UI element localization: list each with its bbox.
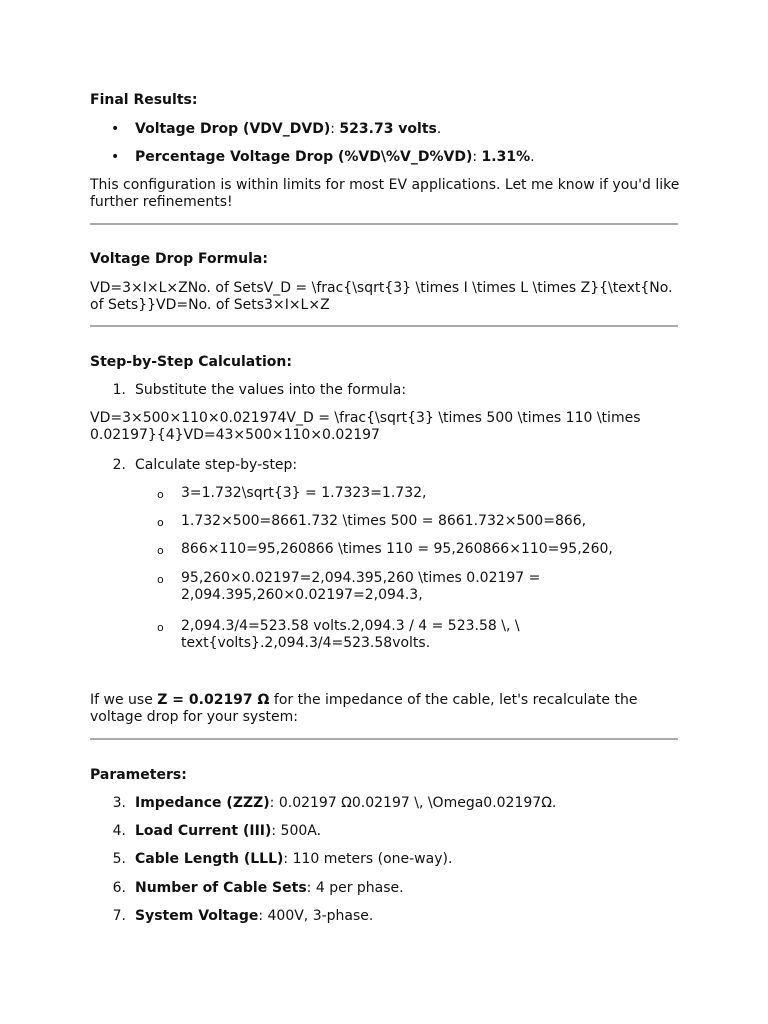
calc-step: 95,260×0.02197=2,094.395,260 \times 0.02197 = 2,094.395,260×0.02197=2,094.3, (181, 570, 541, 603)
calc-step: 2,094.3/4=523.58 volts.2,094.3 / 4 = 523.58 \, \ text{volts}.2,094.3/4=523.58volts. (181, 618, 520, 651)
result-voltage-drop: Voltage Drop (VDV_DVD): 523.73 volts. (135, 121, 442, 137)
divider (90, 223, 678, 225)
param-load-current: Load Current (III): 500A. (135, 823, 322, 839)
param-system-voltage: System Voltage: 400V, 3-phase. (135, 908, 374, 924)
step-1-text: Substitute the values into the formula: (135, 382, 407, 398)
calc-step: 1.732×500=8661.732 \times 500 = 8661.732×500=866, (181, 513, 587, 529)
final-results-heading: Final Results: (90, 92, 198, 108)
result-value: 523.73 volts (339, 121, 437, 137)
param-number: 3. (112, 795, 126, 811)
param-impedance: Impedance (ZZZ): 0.02197 Ω0.02197 \, \Omega0.02197Ω. (135, 795, 557, 811)
param-cable-length: Cable Length (LLL): 110 meters (one-way). (135, 851, 453, 867)
recalc-intro: If we use Z = 0.02197 Ω for the impedance of the cable, let's recalculate the voltage drop for your system: (90, 692, 638, 725)
sub-bullet-marker: o (157, 544, 164, 557)
substitution-text: VD=3×500×110×0.021974V_D = \frac{\sqrt{3} \times 500 \times 110 \times 0.02197}{4}VD=43×500×110×0.02197 (90, 410, 641, 443)
param-number: 7. (112, 908, 126, 924)
divider (90, 738, 678, 740)
result-value: 1.31% (481, 149, 531, 165)
sub-bullet-marker: o (157, 516, 164, 529)
param-cable-sets: Number of Cable Sets: 4 per phase. (135, 880, 404, 896)
step-number: 2. (112, 457, 126, 473)
sub-bullet-marker: o (157, 573, 164, 586)
param-number: 4. (112, 823, 126, 839)
result-label: Percentage Voltage Drop (%VD\%V_D%VD) (135, 149, 473, 165)
step-2-text: Calculate step-by-step: (135, 457, 298, 473)
sub-bullet-marker: o (157, 621, 164, 634)
divider (90, 325, 678, 327)
final-note: This configuration is within limits for most EV applications. Let me know if you'd like further refinements! (90, 177, 680, 210)
param-number: 6. (112, 880, 126, 896)
parameters-heading: Parameters: (90, 767, 187, 783)
impedance-value: Z = 0.02197 Ω (157, 692, 270, 708)
result-percentage-drop: Percentage Voltage Drop (%VD\%V_D%VD): 1.31%. (135, 149, 535, 165)
bullet-marker: • (111, 149, 120, 165)
calc-step: 3=1.732\sqrt{3} = 1.7323=1.732, (181, 485, 427, 501)
param-number: 5. (112, 851, 126, 867)
formula-text: VD=3×I×L×ZNo. of SetsV_D = \frac{\sqrt{3} \times I \times L \times Z}{\text{No. of Sets}}VD=No. of Sets3×I×L×Z (90, 280, 673, 313)
steps-heading: Step-by-Step Calculation: (90, 354, 292, 370)
step-number: 1. (112, 382, 126, 398)
bullet-marker: • (111, 121, 120, 137)
result-label: Voltage Drop (VDV_DVD) (135, 121, 331, 137)
calc-step: 866×110=95,260866 \times 110 = 95,260866×110=95,260, (181, 541, 613, 557)
sub-bullet-marker: o (157, 488, 164, 501)
formula-heading: Voltage Drop Formula: (90, 251, 268, 267)
